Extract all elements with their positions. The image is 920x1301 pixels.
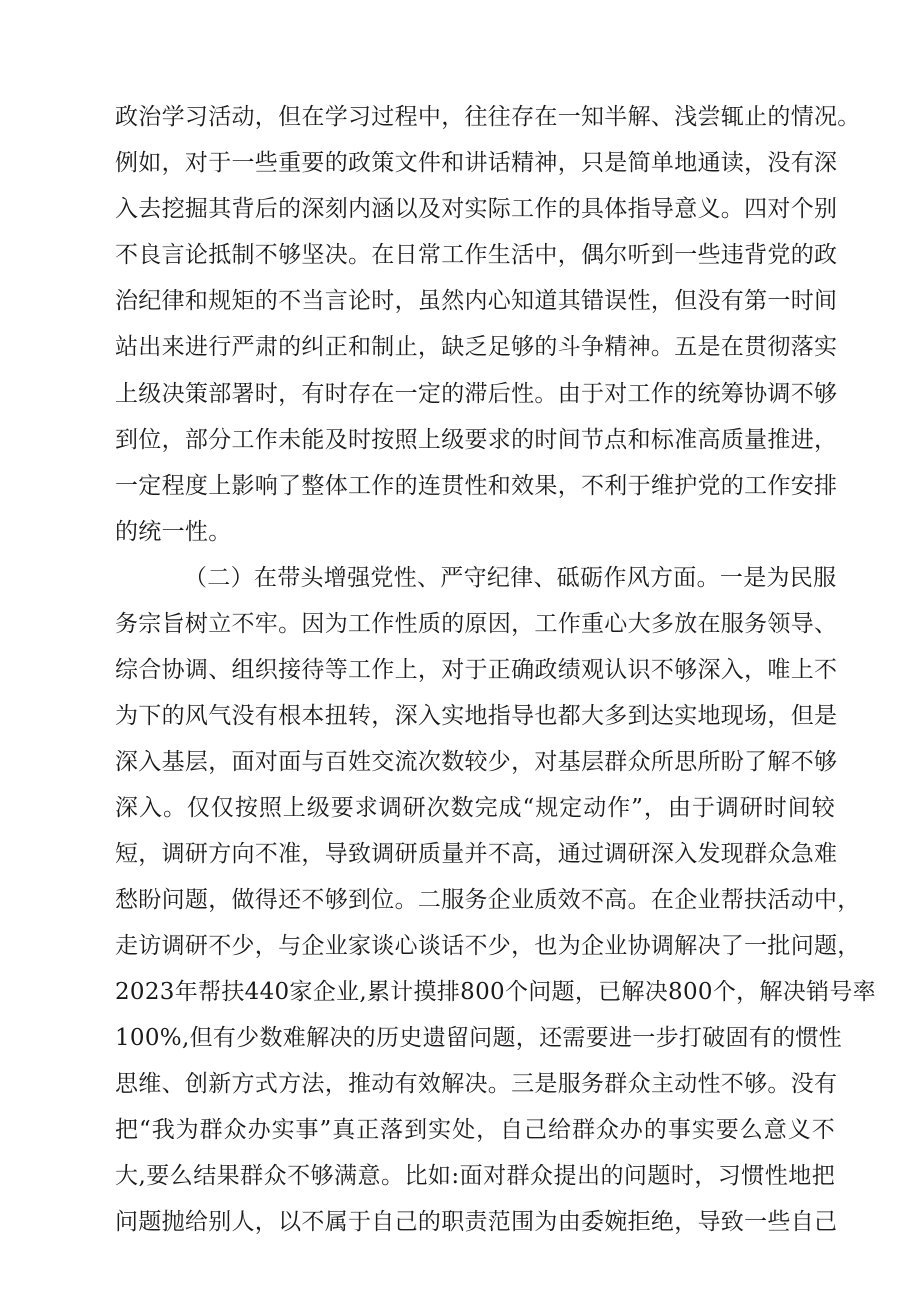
text-line: 的统一性。 bbox=[115, 519, 232, 545]
text-line: 政治学习活动，但在学习过程中，往往存在一知半解、浅尝辄止的情况。 bbox=[115, 104, 861, 130]
text-line: 不良言论抵制不够坚决。在日常工作生活中，偶尔听到一些违背党的政 bbox=[115, 242, 838, 268]
text-line: 走访调研不少，与企业家谈心谈话不少，也为企业协调解决了一批问题， bbox=[115, 933, 861, 959]
text-line: 2023年帮扶440家企业,累计摸排800个问题，已解决800个，解决销号率 bbox=[115, 979, 876, 1005]
text-line: 务宗旨树立不牢。因为工作性质的原因，工作重心大多放在服务领导、 bbox=[115, 611, 838, 637]
text-line: 上级决策部署时，有时存在一定的滞后性。由于对工作的统筹协调不够 bbox=[115, 381, 838, 407]
text-line: 综合协调、组织接待等工作上，对于正确政绩观认识不够深入，唯上不 bbox=[115, 657, 838, 683]
text-line: 站出来进行严肃的纠正和制止，缺乏足够的斗争精神。五是在贯彻落实 bbox=[115, 334, 838, 360]
text-line: 例如，对于一些重要的政策文件和讲话精神，只是简单地通读，没有深 bbox=[115, 150, 838, 176]
text-line: 入去挖掘其背后的深刻内涵以及对实际工作的具体指导意义。四对个别 bbox=[115, 196, 838, 222]
text-line: 到位，部分工作未能及时按照上级要求的时间节点和标准高质量推进， bbox=[115, 427, 838, 453]
text-line: 100%,但有少数难解决的历史遗留问题，还需要进一步打破固有的惯性 bbox=[115, 1025, 842, 1051]
text-line: 深入基层，面对面与百姓交流次数较少，对基层群众所思所盼了解不够 bbox=[115, 749, 838, 775]
text-line: 一定程度上影响了整体工作的连贯性和效果，不利于维护党的工作安排 bbox=[115, 473, 838, 499]
text-line: 把“我为群众办实事”真正落到实处，自己给群众办的事实要么意义不 bbox=[115, 1117, 835, 1143]
text-line: 问题抛给别人，以不属于自己的职责范围为由委婉拒绝，导致一些自己 bbox=[115, 1209, 838, 1235]
text-line: 治纪律和规矩的不当言论时，虽然内心知道其错误性，但没有第一时间 bbox=[115, 288, 838, 314]
section-heading-line: （二）在带头增强党性、严守纪律、砥砺作风方面。一是为民服 bbox=[184, 565, 837, 591]
text-line: 深入。仅仅按照上级要求调研次数完成“规定动作”，由于调研时间较 bbox=[115, 795, 835, 821]
text-line: 为下的风气没有根本扭转，深入实地指导也都大多到达实地现场，但是 bbox=[115, 703, 838, 729]
text-line: 思维、创新方式方法，推动有效解决。三是服务群众主动性不够。没有 bbox=[115, 1071, 838, 1097]
text-line: 短，调研方向不准，导致调研质量并不高，通过调研深入发现群众急难 bbox=[115, 841, 838, 867]
text-line: 愁盼问题，做得还不够到位。二服务企业质效不高。在企业帮扶活动中， bbox=[115, 887, 861, 913]
text-line: 大,要么结果群众不够满意。比如:面对群众提出的问题时，习惯性地把 bbox=[115, 1163, 835, 1189]
